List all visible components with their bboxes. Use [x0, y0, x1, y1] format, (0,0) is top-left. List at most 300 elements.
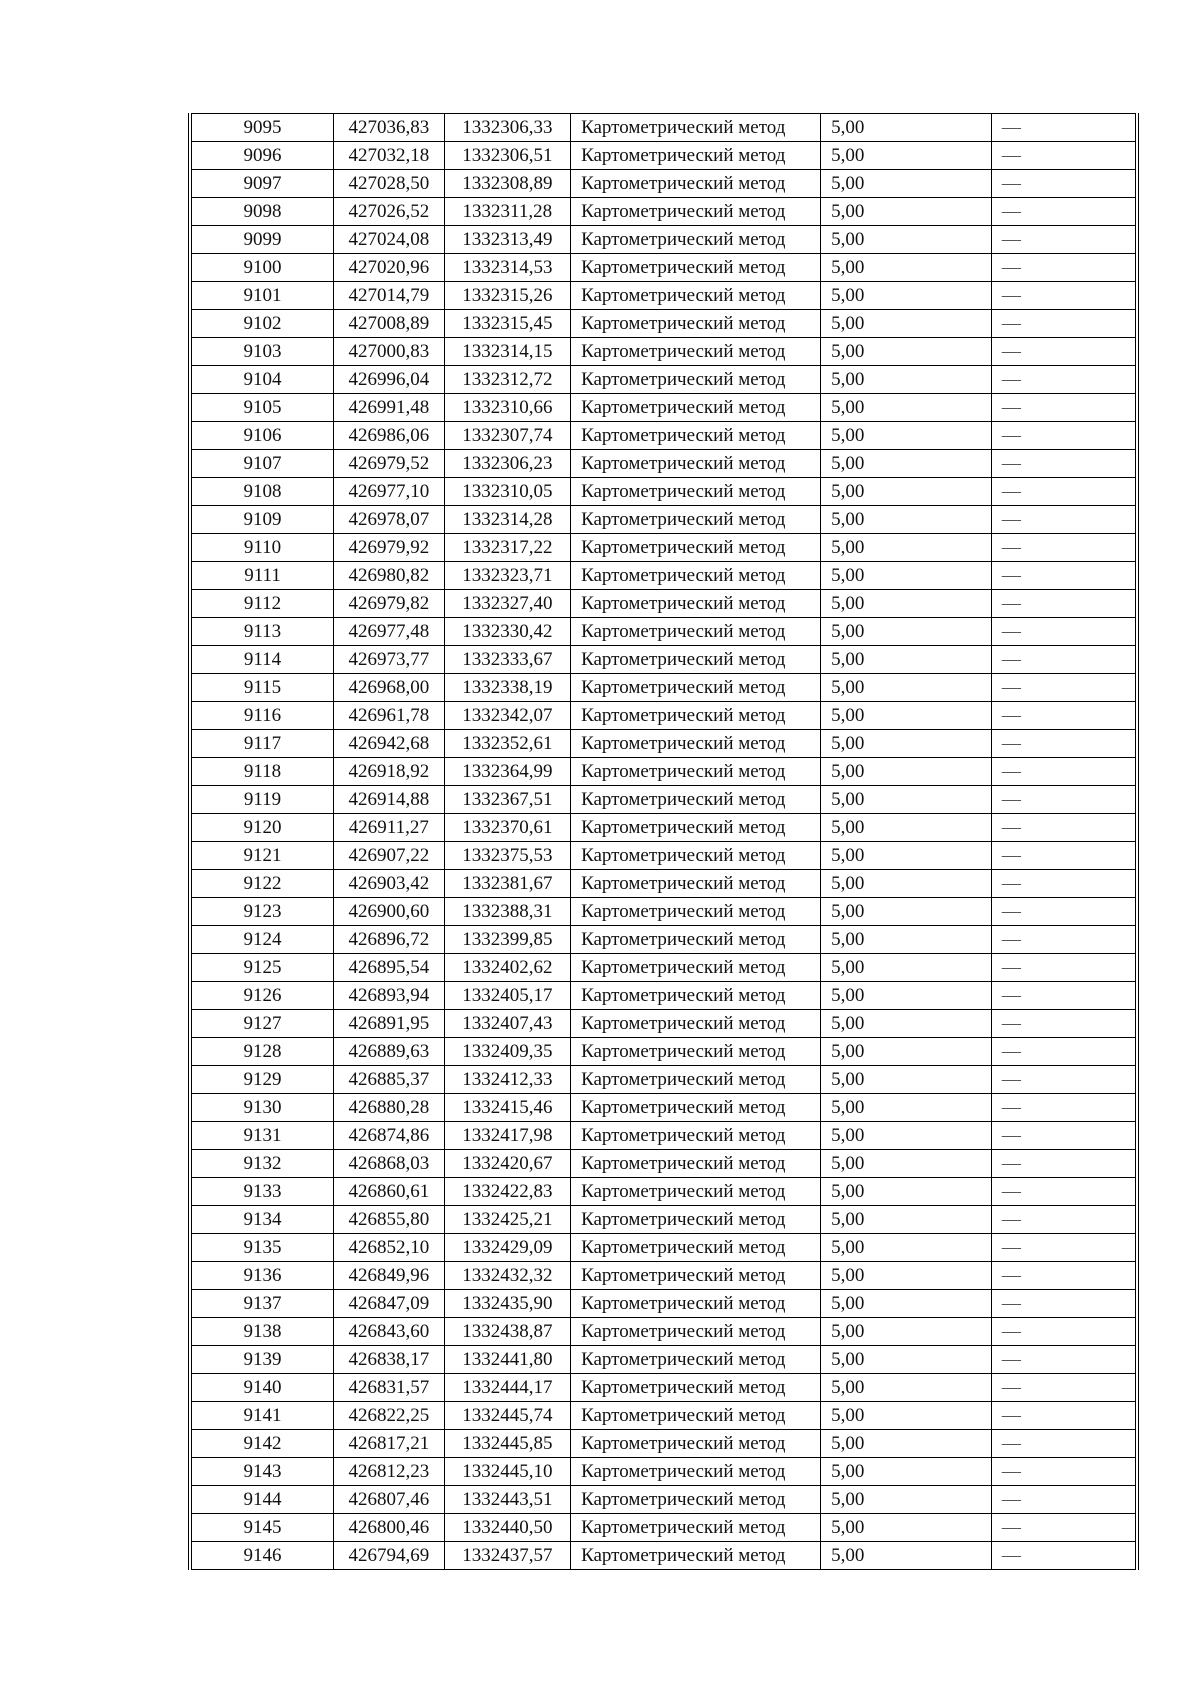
description-cell: —: [991, 870, 1137, 898]
y-coordinate-cell: 1332314,15: [444, 338, 571, 366]
x-coordinate-cell: 426900,60: [334, 898, 444, 926]
y-coordinate-cell: 1332311,28: [444, 198, 571, 226]
description-cell: —: [991, 982, 1137, 1010]
accuracy-cell: 5,00: [821, 786, 992, 814]
description-cell: —: [991, 394, 1137, 422]
x-coordinate-cell: 426996,04: [334, 366, 444, 394]
method-cell: Картометрический метод: [571, 730, 821, 758]
x-coordinate-cell: 426889,63: [334, 1038, 444, 1066]
table-row: [190, 1542, 1137, 1570]
method-cell: Картометрический метод: [571, 170, 821, 198]
description-cell: —: [991, 506, 1137, 534]
accuracy-cell: 5,00: [821, 506, 992, 534]
method-cell: Картометрический метод: [571, 1374, 821, 1402]
table-row: [190, 1514, 1137, 1542]
y-coordinate-cell: 1332306,51: [444, 142, 571, 170]
accuracy-cell: 5,00: [821, 1178, 992, 1206]
table-row: [190, 926, 1137, 954]
accuracy-cell: 5,00: [821, 338, 992, 366]
point-number-cell: 9117: [190, 730, 334, 758]
y-coordinate-cell: 1332375,53: [444, 842, 571, 870]
x-coordinate-cell: 427026,52: [334, 198, 444, 226]
table-row: [190, 1206, 1137, 1234]
x-coordinate-cell: 426961,78: [334, 702, 444, 730]
table-row: [190, 226, 1137, 254]
accuracy-cell: 5,00: [821, 1066, 992, 1094]
y-coordinate-cell: 1332327,40: [444, 590, 571, 618]
method-cell: Картометрический метод: [571, 758, 821, 786]
method-cell: Картометрический метод: [571, 478, 821, 506]
y-coordinate-cell: 1332438,87: [444, 1318, 571, 1346]
accuracy-cell: 5,00: [821, 1290, 992, 1318]
point-number-cell: 9122: [190, 870, 334, 898]
y-coordinate-cell: 1332407,43: [444, 1010, 571, 1038]
point-number-cell: 9100: [190, 254, 334, 282]
point-number-cell: 9097: [190, 170, 334, 198]
accuracy-cell: 5,00: [821, 1514, 992, 1542]
method-cell: Картометрический метод: [571, 1178, 821, 1206]
description-cell: —: [991, 534, 1137, 562]
y-coordinate-cell: 1332417,98: [444, 1122, 571, 1150]
description-cell: —: [991, 1374, 1137, 1402]
table-row: [190, 1150, 1137, 1178]
point-number-cell: 9102: [190, 310, 334, 338]
x-coordinate-cell: 426891,95: [334, 1010, 444, 1038]
table-row: [190, 422, 1137, 450]
table-row: [190, 618, 1137, 646]
y-coordinate-cell: 1332399,85: [444, 926, 571, 954]
point-number-cell: 9109: [190, 506, 334, 534]
x-coordinate-cell: 426896,72: [334, 926, 444, 954]
x-coordinate-cell: 426822,25: [334, 1402, 444, 1430]
point-number-cell: 9106: [190, 422, 334, 450]
y-coordinate-cell: 1332381,67: [444, 870, 571, 898]
accuracy-cell: 5,00: [821, 1094, 992, 1122]
point-number-cell: 9145: [190, 1514, 334, 1542]
x-coordinate-cell: 426914,88: [334, 786, 444, 814]
method-cell: Картометрический метод: [571, 142, 821, 170]
y-coordinate-cell: 1332367,51: [444, 786, 571, 814]
accuracy-cell: 5,00: [821, 1402, 992, 1430]
point-number-cell: 9107: [190, 450, 334, 478]
method-cell: Картометрический метод: [571, 338, 821, 366]
description-cell: —: [991, 114, 1137, 142]
y-coordinate-cell: 1332445,74: [444, 1402, 571, 1430]
x-coordinate-cell: 426991,48: [334, 394, 444, 422]
point-number-cell: 9123: [190, 898, 334, 926]
x-coordinate-cell: 426794,69: [334, 1542, 444, 1570]
method-cell: Картометрический метод: [571, 702, 821, 730]
table-row: [190, 534, 1137, 562]
table-row: [190, 898, 1137, 926]
description-cell: —: [991, 338, 1137, 366]
y-coordinate-cell: 1332306,33: [444, 114, 571, 142]
y-coordinate-cell: 1332323,71: [444, 562, 571, 590]
x-coordinate-cell: 426855,80: [334, 1206, 444, 1234]
table-row: [190, 506, 1137, 534]
description-cell: —: [991, 366, 1137, 394]
x-coordinate-cell: 426977,10: [334, 478, 444, 506]
table-row: [190, 1290, 1137, 1318]
point-number-cell: 9115: [190, 674, 334, 702]
accuracy-cell: 5,00: [821, 450, 992, 478]
point-number-cell: 9104: [190, 366, 334, 394]
accuracy-cell: 5,00: [821, 1374, 992, 1402]
method-cell: Картометрический метод: [571, 226, 821, 254]
table-row: [190, 674, 1137, 702]
y-coordinate-cell: 1332370,61: [444, 814, 571, 842]
method-cell: Картометрический метод: [571, 394, 821, 422]
table-row: [190, 1122, 1137, 1150]
x-coordinate-cell: 426980,82: [334, 562, 444, 590]
description-cell: —: [991, 310, 1137, 338]
coordinates-table: [188, 113, 1139, 1570]
x-coordinate-cell: 427020,96: [334, 254, 444, 282]
table-row: [190, 758, 1137, 786]
point-number-cell: 9098: [190, 198, 334, 226]
method-cell: Картометрический метод: [571, 198, 821, 226]
table-row: [190, 478, 1137, 506]
point-number-cell: 9133: [190, 1178, 334, 1206]
y-coordinate-cell: 1332435,90: [444, 1290, 571, 1318]
method-cell: Картометрический метод: [571, 1542, 821, 1570]
description-cell: —: [991, 226, 1137, 254]
table-row: [190, 562, 1137, 590]
x-coordinate-cell: 427000,83: [334, 338, 444, 366]
point-number-cell: 9118: [190, 758, 334, 786]
table-row: [190, 982, 1137, 1010]
description-cell: —: [991, 1038, 1137, 1066]
point-number-cell: 9096: [190, 142, 334, 170]
accuracy-cell: 5,00: [821, 702, 992, 730]
description-cell: —: [991, 1542, 1137, 1570]
x-coordinate-cell: 427032,18: [334, 142, 444, 170]
description-cell: —: [991, 1094, 1137, 1122]
table-row: [190, 366, 1137, 394]
point-number-cell: 9136: [190, 1262, 334, 1290]
point-number-cell: 9125: [190, 954, 334, 982]
point-number-cell: 9142: [190, 1430, 334, 1458]
point-number-cell: 9105: [190, 394, 334, 422]
description-cell: —: [991, 1262, 1137, 1290]
description-cell: —: [991, 786, 1137, 814]
table-row: [190, 114, 1137, 142]
description-cell: —: [991, 1486, 1137, 1514]
y-coordinate-cell: 1332313,49: [444, 226, 571, 254]
point-number-cell: 9143: [190, 1458, 334, 1486]
description-cell: —: [991, 1318, 1137, 1346]
x-coordinate-cell: 426978,07: [334, 506, 444, 534]
point-number-cell: 9146: [190, 1542, 334, 1570]
description-cell: —: [991, 1514, 1137, 1542]
x-coordinate-cell: 426843,60: [334, 1318, 444, 1346]
point-number-cell: 9129: [190, 1066, 334, 1094]
table-row: [190, 730, 1137, 758]
accuracy-cell: 5,00: [821, 478, 992, 506]
y-coordinate-cell: 1332314,53: [444, 254, 571, 282]
method-cell: Картометрический метод: [571, 786, 821, 814]
accuracy-cell: 5,00: [821, 1346, 992, 1374]
x-coordinate-cell: 426885,37: [334, 1066, 444, 1094]
x-coordinate-cell: 426874,86: [334, 1122, 444, 1150]
table-row: [190, 814, 1137, 842]
x-coordinate-cell: 426880,28: [334, 1094, 444, 1122]
method-cell: Картометрический метод: [571, 254, 821, 282]
description-cell: —: [991, 1150, 1137, 1178]
x-coordinate-cell: 426847,09: [334, 1290, 444, 1318]
y-coordinate-cell: 1332352,61: [444, 730, 571, 758]
accuracy-cell: 5,00: [821, 226, 992, 254]
y-coordinate-cell: 1332429,09: [444, 1234, 571, 1262]
method-cell: Картометрический метод: [571, 1290, 821, 1318]
x-coordinate-cell: 427014,79: [334, 282, 444, 310]
y-coordinate-cell: 1332333,67: [444, 646, 571, 674]
description-cell: —: [991, 1122, 1137, 1150]
method-cell: Картометрический метод: [571, 114, 821, 142]
y-coordinate-cell: 1332405,17: [444, 982, 571, 1010]
table-row: [190, 198, 1137, 226]
y-coordinate-cell: 1332306,23: [444, 450, 571, 478]
y-coordinate-cell: 1332308,89: [444, 170, 571, 198]
point-number-cell: 9135: [190, 1234, 334, 1262]
point-number-cell: 9127: [190, 1010, 334, 1038]
point-number-cell: 9131: [190, 1122, 334, 1150]
method-cell: Картометрический метод: [571, 1318, 821, 1346]
table-row: [190, 1178, 1137, 1206]
y-coordinate-cell: 1332315,26: [444, 282, 571, 310]
table-row: [190, 590, 1137, 618]
table-row: [190, 142, 1137, 170]
description-cell: —: [991, 1430, 1137, 1458]
x-coordinate-cell: 426968,00: [334, 674, 444, 702]
table-row: [190, 1430, 1137, 1458]
table-row: [190, 1374, 1137, 1402]
accuracy-cell: 5,00: [821, 1206, 992, 1234]
y-coordinate-cell: 1332415,46: [444, 1094, 571, 1122]
accuracy-cell: 5,00: [821, 142, 992, 170]
description-cell: —: [991, 422, 1137, 450]
x-coordinate-cell: 426979,52: [334, 450, 444, 478]
method-cell: Картометрический метод: [571, 1038, 821, 1066]
method-cell: Картометрический метод: [571, 1234, 821, 1262]
accuracy-cell: 5,00: [821, 898, 992, 926]
description-cell: —: [991, 730, 1137, 758]
table-row: [190, 702, 1137, 730]
y-coordinate-cell: 1332444,17: [444, 1374, 571, 1402]
accuracy-cell: 5,00: [821, 1430, 992, 1458]
y-coordinate-cell: 1332445,10: [444, 1458, 571, 1486]
description-cell: —: [991, 254, 1137, 282]
accuracy-cell: 5,00: [821, 1458, 992, 1486]
method-cell: Картометрический метод: [571, 926, 821, 954]
method-cell: Картометрический метод: [571, 590, 821, 618]
accuracy-cell: 5,00: [821, 1234, 992, 1262]
point-number-cell: 9114: [190, 646, 334, 674]
description-cell: —: [991, 926, 1137, 954]
method-cell: Картометрический метод: [571, 870, 821, 898]
table-row: [190, 338, 1137, 366]
table-row: [190, 1094, 1137, 1122]
accuracy-cell: 5,00: [821, 758, 992, 786]
accuracy-cell: 5,00: [821, 254, 992, 282]
accuracy-cell: 5,00: [821, 674, 992, 702]
x-coordinate-cell: 426800,46: [334, 1514, 444, 1542]
table-row: [190, 870, 1137, 898]
point-number-cell: 9140: [190, 1374, 334, 1402]
x-coordinate-cell: 426807,46: [334, 1486, 444, 1514]
description-cell: —: [991, 450, 1137, 478]
point-number-cell: 9116: [190, 702, 334, 730]
method-cell: Картометрический метод: [571, 618, 821, 646]
accuracy-cell: 5,00: [821, 590, 992, 618]
description-cell: —: [991, 618, 1137, 646]
description-cell: —: [991, 562, 1137, 590]
x-coordinate-cell: 426903,42: [334, 870, 444, 898]
method-cell: Картометрический метод: [571, 954, 821, 982]
point-number-cell: 9128: [190, 1038, 334, 1066]
accuracy-cell: 5,00: [821, 114, 992, 142]
description-cell: —: [991, 1010, 1137, 1038]
accuracy-cell: 5,00: [821, 1542, 992, 1570]
method-cell: Картометрический метод: [571, 1458, 821, 1486]
point-number-cell: 9134: [190, 1206, 334, 1234]
accuracy-cell: 5,00: [821, 310, 992, 338]
y-coordinate-cell: 1332342,07: [444, 702, 571, 730]
y-coordinate-cell: 1332312,72: [444, 366, 571, 394]
x-coordinate-cell: 426831,57: [334, 1374, 444, 1402]
point-number-cell: 9126: [190, 982, 334, 1010]
table-row: [190, 254, 1137, 282]
accuracy-cell: 5,00: [821, 926, 992, 954]
description-cell: —: [991, 898, 1137, 926]
description-cell: —: [991, 590, 1137, 618]
point-number-cell: 9124: [190, 926, 334, 954]
y-coordinate-cell: 1332441,80: [444, 1346, 571, 1374]
method-cell: Картометрический метод: [571, 1486, 821, 1514]
table-row: [190, 1458, 1137, 1486]
y-coordinate-cell: 1332402,62: [444, 954, 571, 982]
x-coordinate-cell: 426973,77: [334, 646, 444, 674]
accuracy-cell: 5,00: [821, 282, 992, 310]
description-cell: —: [991, 1290, 1137, 1318]
y-coordinate-cell: 1332310,05: [444, 478, 571, 506]
method-cell: Картометрический метод: [571, 310, 821, 338]
y-coordinate-cell: 1332412,33: [444, 1066, 571, 1094]
accuracy-cell: 5,00: [821, 1122, 992, 1150]
x-coordinate-cell: 426942,68: [334, 730, 444, 758]
x-coordinate-cell: 427028,50: [334, 170, 444, 198]
accuracy-cell: 5,00: [821, 730, 992, 758]
accuracy-cell: 5,00: [821, 1318, 992, 1346]
point-number-cell: 9137: [190, 1290, 334, 1318]
x-coordinate-cell: 427008,89: [334, 310, 444, 338]
table-row: [190, 282, 1137, 310]
point-number-cell: 9113: [190, 618, 334, 646]
description-cell: —: [991, 1458, 1137, 1486]
y-coordinate-cell: 1332338,19: [444, 674, 571, 702]
description-cell: —: [991, 1234, 1137, 1262]
accuracy-cell: 5,00: [821, 534, 992, 562]
method-cell: Картометрический метод: [571, 646, 821, 674]
point-number-cell: 9095: [190, 114, 334, 142]
description-cell: —: [991, 478, 1137, 506]
accuracy-cell: 5,00: [821, 982, 992, 1010]
accuracy-cell: 5,00: [821, 562, 992, 590]
y-coordinate-cell: 1332317,22: [444, 534, 571, 562]
point-number-cell: 9112: [190, 590, 334, 618]
method-cell: Картометрический метод: [571, 506, 821, 534]
method-cell: Картометрический метод: [571, 814, 821, 842]
y-coordinate-cell: 1332422,83: [444, 1178, 571, 1206]
point-number-cell: 9111: [190, 562, 334, 590]
description-cell: —: [991, 142, 1137, 170]
method-cell: Картометрический метод: [571, 1430, 821, 1458]
method-cell: Картометрический метод: [571, 534, 821, 562]
description-cell: —: [991, 1206, 1137, 1234]
method-cell: Картометрический метод: [571, 1094, 821, 1122]
y-coordinate-cell: 1332388,31: [444, 898, 571, 926]
y-coordinate-cell: 1332314,28: [444, 506, 571, 534]
y-coordinate-cell: 1332420,67: [444, 1150, 571, 1178]
accuracy-cell: 5,00: [821, 870, 992, 898]
point-number-cell: 9139: [190, 1346, 334, 1374]
method-cell: Картометрический метод: [571, 1122, 821, 1150]
x-coordinate-cell: 426893,94: [334, 982, 444, 1010]
accuracy-cell: 5,00: [821, 1486, 992, 1514]
description-cell: —: [991, 954, 1137, 982]
coordinates-table-body: [190, 114, 1137, 1570]
table-row: [190, 1262, 1137, 1290]
table-row: [190, 1010, 1137, 1038]
table-row: [190, 954, 1137, 982]
y-coordinate-cell: 1332440,50: [444, 1514, 571, 1542]
y-coordinate-cell: 1332432,32: [444, 1262, 571, 1290]
point-number-cell: 9101: [190, 282, 334, 310]
y-coordinate-cell: 1332409,35: [444, 1038, 571, 1066]
description-cell: —: [991, 758, 1137, 786]
description-cell: —: [991, 170, 1137, 198]
x-coordinate-cell: 426817,21: [334, 1430, 444, 1458]
table-row: [190, 1318, 1137, 1346]
point-number-cell: 9141: [190, 1402, 334, 1430]
x-coordinate-cell: 426852,10: [334, 1234, 444, 1262]
table-row: [190, 1402, 1137, 1430]
y-coordinate-cell: 1332437,57: [444, 1542, 571, 1570]
accuracy-cell: 5,00: [821, 954, 992, 982]
x-coordinate-cell: 426979,82: [334, 590, 444, 618]
x-coordinate-cell: 427036,83: [334, 114, 444, 142]
point-number-cell: 9119: [190, 786, 334, 814]
x-coordinate-cell: 426977,48: [334, 618, 444, 646]
description-cell: —: [991, 1402, 1137, 1430]
description-cell: —: [991, 842, 1137, 870]
point-number-cell: 9132: [190, 1150, 334, 1178]
y-coordinate-cell: 1332310,66: [444, 394, 571, 422]
accuracy-cell: 5,00: [821, 170, 992, 198]
point-number-cell: 9130: [190, 1094, 334, 1122]
x-coordinate-cell: 426907,22: [334, 842, 444, 870]
description-cell: —: [991, 282, 1137, 310]
x-coordinate-cell: 426895,54: [334, 954, 444, 982]
accuracy-cell: 5,00: [821, 1262, 992, 1290]
x-coordinate-cell: 426812,23: [334, 1458, 444, 1486]
y-coordinate-cell: 1332330,42: [444, 618, 571, 646]
y-coordinate-cell: 1332445,85: [444, 1430, 571, 1458]
y-coordinate-cell: 1332307,74: [444, 422, 571, 450]
x-coordinate-cell: 426860,61: [334, 1178, 444, 1206]
table-row: [190, 786, 1137, 814]
accuracy-cell: 5,00: [821, 1038, 992, 1066]
